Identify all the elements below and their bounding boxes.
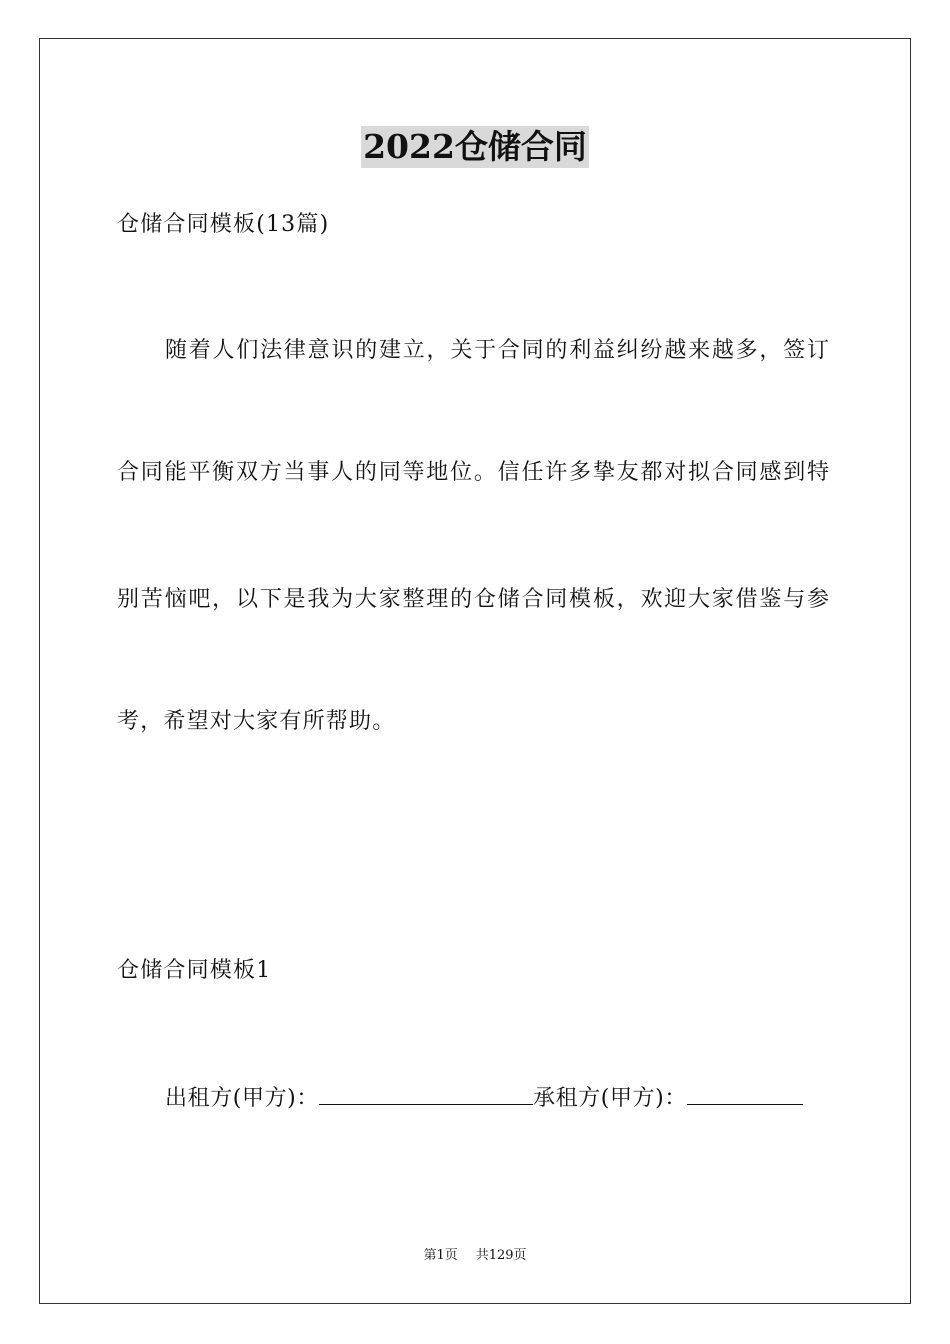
intro-line-4: 考，希望对大家有所帮助。: [117, 709, 396, 734]
document-title: 2022仓储合同: [363, 127, 587, 166]
party-line: [165, 1082, 803, 1114]
intro-line-3: 别苦恼吧，以下是我为大家整理的仓储合同模板，欢迎大家借鉴与参: [117, 587, 829, 612]
page-number-current: 第1页: [423, 1248, 458, 1263]
section-heading: 仓储合同模板1: [117, 958, 272, 983]
lessee-blank[interactable]: [687, 1082, 803, 1105]
lessor-label: 出租方(甲方)：: [165, 1086, 319, 1111]
intro-line-2: 合同能平衡双方当事人的同等地位。信任许多挚友都对拟合同感到特: [117, 460, 829, 485]
title-container: [0, 126, 950, 168]
page-number-total: 共129页: [475, 1248, 527, 1263]
lessor-blank[interactable]: [319, 1082, 533, 1105]
document-subtitle: 仓储合同模板(13篇): [117, 212, 330, 237]
intro-line-1: 随着人们法律意识的建立，关于合同的利益纠纷越来越多，签订: [165, 338, 829, 363]
lessee-label: 承租方(甲方)：: [532, 1086, 687, 1111]
page-footer: [0, 1247, 950, 1265]
